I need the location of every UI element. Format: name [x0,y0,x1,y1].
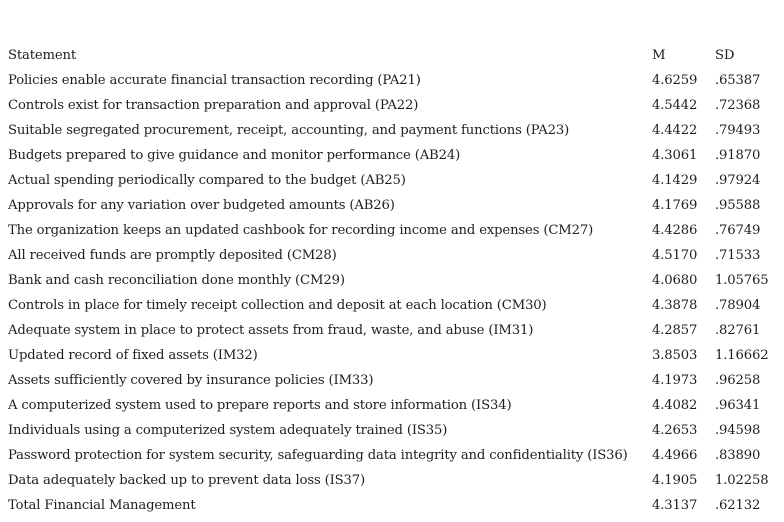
table-row [8,318,778,343]
row-mean: 4.3061 [652,148,698,163]
row-mean: 4.4422 [652,123,698,138]
table-row [8,68,778,93]
row-sd: .71533 [715,248,761,263]
table-header-row [8,43,778,68]
header-mean: M [652,48,666,63]
table-row [8,268,778,293]
row-sd: .95588 [715,198,761,213]
row-statement: Adequate system in place to protect assets from fraud, waste, and abuse (IM31) [8,323,534,338]
row-mean: 4.6259 [652,73,698,88]
row-statement: Actual spending periodically compared to the budget (AB25) [8,173,406,188]
row-mean: 4.4082 [652,398,698,413]
row-sd: .79493 [715,123,761,138]
row-statement: The organization keeps an updated cashbook for recording income and expenses (CM27) [8,223,594,238]
table-row [8,93,778,118]
statistics-table [8,43,778,518]
row-mean: 4.5170 [652,248,698,263]
row-mean: 4.3878 [652,298,698,313]
row-statement: Controls exist for transaction preparation and approval (PA22) [8,98,419,113]
table-row [8,243,778,268]
row-statement: Total Financial Management [8,498,196,513]
row-mean: 4.2857 [652,323,698,338]
row-statement: Approvals for any variation over budgeted amounts (AB26) [8,198,395,213]
table-row [8,468,778,493]
header-statement: Statement [8,48,77,63]
row-sd: 1.05765 [715,273,769,288]
row-mean: 4.0680 [652,273,698,288]
table-row-total [8,493,778,518]
row-statement: Budgets prepared to give guidance and monitor performance (AB24) [8,148,461,163]
table-row [8,443,778,468]
row-mean: 4.2653 [652,423,698,438]
row-sd: .65387 [715,73,761,88]
row-sd: .82761 [715,323,761,338]
row-sd: .96341 [715,398,761,413]
header-sd: SD [715,48,735,63]
row-statement: Individuals using a computerized system adequately trained (IS35) [8,423,448,438]
row-sd: .62132 [715,498,761,513]
table-row [8,143,778,168]
row-sd: 1.02258 [715,473,769,488]
row-sd: .76749 [715,223,761,238]
row-statement: Policies enable accurate financial transaction recording (PA21) [8,73,421,88]
row-statement: All received funds are promptly deposited (CM28) [8,248,337,263]
row-mean: 4.1769 [652,198,698,213]
table-row [8,293,778,318]
table-row [8,343,778,368]
row-statement: Controls in place for timely receipt collection and deposit at each location (CM30) [8,298,547,313]
table-row [8,193,778,218]
table-row [8,118,778,143]
table-row [8,418,778,443]
row-statement: Suitable segregated procurement, receipt, accounting, and payment functions (PA23) [8,123,570,138]
row-mean: 3.8503 [652,348,698,363]
row-statement: Data adequately backed up to prevent data loss (IS37) [8,473,366,488]
row-sd: .97924 [715,173,761,188]
row-statement: Updated record of fixed assets (IM32) [8,348,258,363]
row-sd: .83890 [715,448,761,463]
row-mean: 4.4286 [652,223,698,238]
row-statement: A computerized system used to prepare reports and store information (IS34) [8,398,512,413]
row-mean: 4.5442 [652,98,698,113]
row-sd: .96258 [715,373,761,388]
row-sd: 1.16662 [715,348,769,363]
row-mean: 4.1905 [652,473,698,488]
row-mean: 4.1973 [652,373,698,388]
row-statement: Bank and cash reconciliation done monthly (CM29) [8,273,345,288]
table-row [8,393,778,418]
table-row [8,368,778,393]
row-sd: .72368 [715,98,761,113]
row-sd: .91870 [715,148,761,163]
row-mean: 4.4966 [652,448,698,463]
row-mean: 4.3137 [652,498,698,513]
row-mean: 4.1429 [652,173,698,188]
row-sd: .78904 [715,298,761,313]
table-row [8,218,778,243]
statistics-table-container [8,43,778,518]
row-sd: .94598 [715,423,761,438]
row-statement: Password protection for system security, safeguarding data integrity and confidentiality (IS36) [8,448,628,463]
table-row [8,168,778,193]
row-statement: Assets sufficiently covered by insurance policies (IM33) [8,373,374,388]
